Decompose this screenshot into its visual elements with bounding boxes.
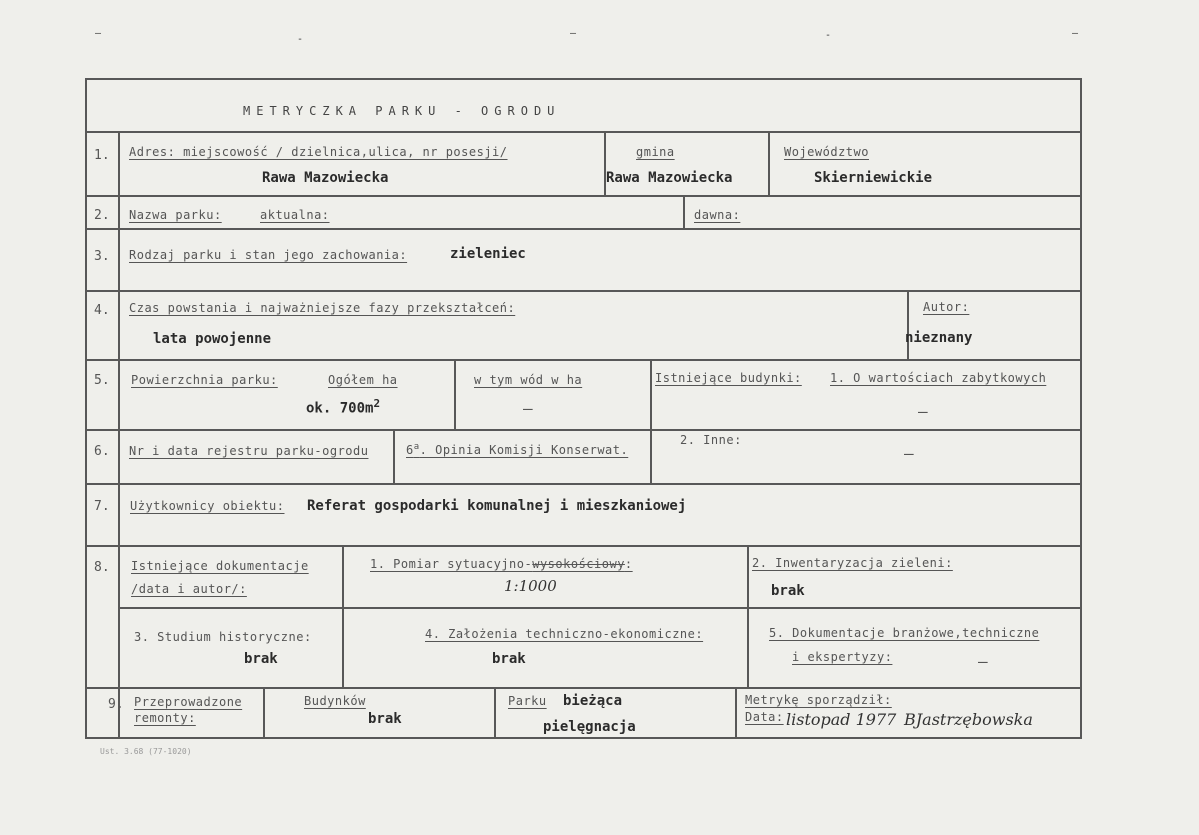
date-label: Data: <box>745 710 784 724</box>
current-name-label: aktualna: <box>260 208 330 222</box>
gmina-value: Rawa Mazowiecka <box>606 170 733 186</box>
row-number: 7. <box>94 499 110 514</box>
divider <box>85 228 1082 230</box>
author-value: nieznany <box>905 330 973 346</box>
park-name-label: Nazwa parku: <box>129 208 222 222</box>
voivodeship-value: Skierniewickie <box>814 170 933 186</box>
former-name-label: dawna: <box>694 208 741 222</box>
water-area-label: w tym wód w ha <box>474 373 583 387</box>
row-number: 6. <box>94 444 110 459</box>
number-column-divider <box>118 131 120 737</box>
address-value: Rawa Mazowiecka <box>262 170 389 186</box>
divider <box>454 359 456 429</box>
frame-right <box>1080 78 1082 738</box>
divider <box>85 545 1082 547</box>
divider <box>494 687 496 737</box>
greenery-value: brak <box>771 583 805 599</box>
divider <box>393 429 395 483</box>
divider <box>85 687 1082 689</box>
survey-value: 1:1000 <box>504 577 557 595</box>
park-renovations-label: Parku <box>508 694 547 708</box>
row-number: 2. <box>94 208 110 223</box>
row-number: 4. <box>94 303 110 318</box>
row-number: 5. <box>94 373 110 388</box>
sector-docs-label: 5. Dokumentacje branżowe,techniczne <box>769 626 1040 640</box>
users-label: Użytkownicy obiektu: <box>130 499 285 513</box>
registration-mark: — <box>95 28 102 39</box>
history-study-value: brak <box>244 651 278 667</box>
documentation-label: Istniejące dokumentacje <box>131 559 309 573</box>
frame-left <box>85 78 87 738</box>
divider <box>683 195 685 228</box>
renovations-label: remonty: <box>134 711 196 725</box>
divider <box>85 131 1082 133</box>
registration-mark: - <box>825 30 832 41</box>
area-label: Powierzchnia parku: <box>131 373 278 387</box>
row-number: 1. <box>94 148 110 163</box>
divider <box>263 687 265 737</box>
registration-mark: — <box>1072 28 1079 39</box>
divider <box>342 545 344 687</box>
row-number: 8. <box>94 560 110 575</box>
signature: BJastrzębowska <box>904 710 1033 729</box>
divider <box>907 290 909 359</box>
building-renovations-label: Budynków <box>304 694 366 708</box>
divider <box>85 429 1082 431</box>
park-renovations-value: pielęgnacja <box>543 719 636 735</box>
history-study-label: 3. Studium historyczne: <box>134 630 312 644</box>
author-label: Autor: <box>923 300 970 314</box>
voivodeship-label: Województwo <box>784 145 869 159</box>
technical-assumptions-label: 4. Założenia techniczno-ekonomiczne: <box>425 627 704 641</box>
other-buildings-label: 2. Inne: <box>680 433 742 447</box>
historic-buildings-value: — <box>918 402 929 421</box>
divider <box>120 607 1082 609</box>
documentation-label: /data i autor/: <box>131 582 247 596</box>
sector-docs-value: — <box>978 652 989 671</box>
building-renovations-value: brak <box>368 711 402 727</box>
total-area-value: ok. $700m^2$ <box>306 397 381 417</box>
prepared-by-label: Metrykę sporządził: <box>745 693 892 707</box>
divider <box>768 131 770 195</box>
conservator-opinion-label: 6$^a$. Opinia Komisji Konserwat. <box>406 442 629 457</box>
divider <box>650 359 652 483</box>
registration-mark: — <box>570 28 577 39</box>
water-area-value: — <box>523 399 534 418</box>
registration-mark: - <box>297 34 304 45</box>
form-title: METRYCZKA PARKU - OGRODU <box>243 104 561 118</box>
technical-assumptions-value: brak <box>492 651 526 667</box>
total-area-label: Ogółem ha <box>328 373 398 387</box>
row-number: 3. <box>94 249 110 264</box>
other-buildings-value: — <box>904 444 915 463</box>
sector-docs-label: i ekspertyzy: <box>792 650 893 664</box>
buildings-label: Istniejące budynki: <box>655 371 802 385</box>
divider <box>735 687 737 737</box>
frame-top <box>85 78 1082 80</box>
printer-code: Ust. 3.68 (77-1020) <box>100 747 192 756</box>
divider <box>85 483 1082 485</box>
park-type-label: Rodzaj parku i stan jego zachowania: <box>129 248 408 262</box>
creation-time-label: Czas powstania i najważniejsze fazy przekształceń: <box>129 301 516 315</box>
divider <box>85 290 1082 292</box>
park-renovations-value: bieżąca <box>563 693 623 709</box>
divider <box>747 545 749 687</box>
park-type-value: zieleniec <box>450 246 526 262</box>
greenery-label: 2. Inwentaryzacja zieleni: <box>752 556 953 570</box>
row-number: 9. <box>108 697 124 712</box>
address-label: Adres: miejscowość / dzielnica,ulica, nr posesji/ <box>129 145 508 159</box>
users-value: Referat gospodarki komunalnej i mieszkaniowej <box>307 498 687 514</box>
creation-time-value: lata powojenne <box>153 331 272 347</box>
date-value: listopad 1977 <box>786 710 897 729</box>
renovations-label: Przeprowadzone <box>134 695 243 709</box>
gmina-label: gmina <box>636 145 675 159</box>
survey-label: 1. Pomiar sytuacyjno-wysokościowy: <box>370 557 633 571</box>
register-label: Nr i data rejestru parku-ogrodu <box>129 444 369 458</box>
historic-buildings-label: 1. O wartościach zabytkowych <box>830 371 1047 385</box>
divider <box>85 359 1082 361</box>
frame-bottom <box>85 737 1082 739</box>
divider <box>85 195 1082 197</box>
